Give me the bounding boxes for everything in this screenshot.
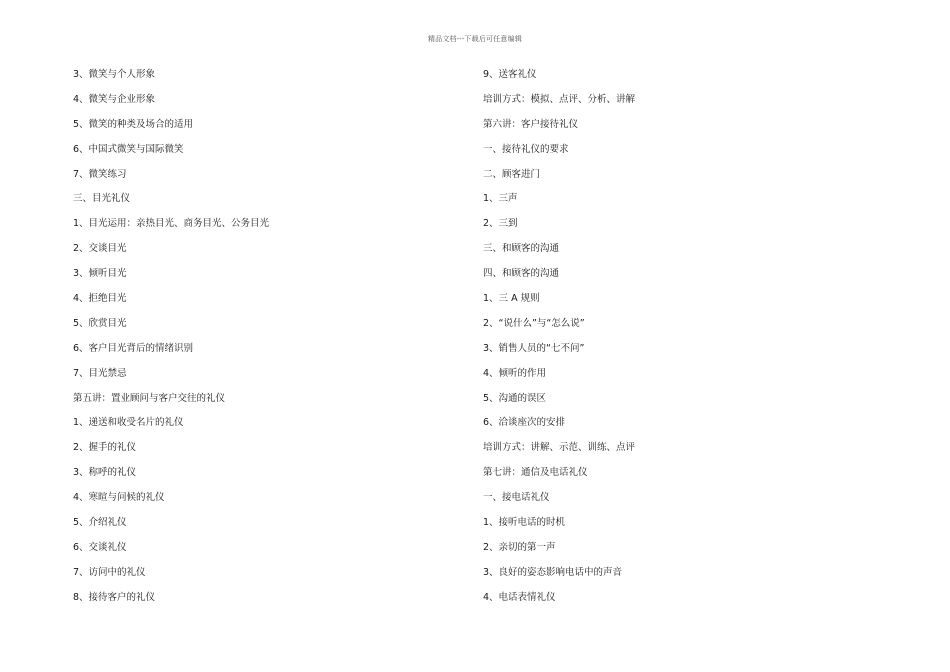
text-line: 4、倾听的作用 bbox=[483, 367, 547, 379]
section-heading: 三、和顾客的沟通 bbox=[483, 243, 560, 255]
text-line: 2、“说什么”与“怎么说” bbox=[483, 317, 585, 329]
text-line: 3、称呼的礼仪 bbox=[73, 467, 137, 479]
text-line: 7、微笑练习 bbox=[73, 168, 127, 180]
text-line: 3、良好的姿态影响电话中的声音 bbox=[483, 566, 623, 578]
section-heading: 二、顾客进门 bbox=[483, 168, 541, 180]
section-heading: 三、目光礼仪 bbox=[73, 193, 131, 205]
text-line: 2、亲切的第一声 bbox=[483, 541, 556, 553]
text-line: 7、访问中的礼仪 bbox=[73, 566, 146, 578]
training-method-line: 培训方式：讲解、示范、训练、点评 bbox=[483, 442, 636, 454]
text-line: 5、欣赏目光 bbox=[73, 317, 127, 329]
training-method-line: 培训方式：模拟、点评、分析、讲解 bbox=[483, 93, 636, 105]
section-heading: 一、接电话礼仪 bbox=[483, 492, 550, 504]
text-line: 5、微笑的种类及场合的适用 bbox=[73, 118, 194, 130]
text-line: 8、接待客户的礼仪 bbox=[73, 591, 156, 603]
text-line: 2、三到 bbox=[483, 218, 518, 230]
text-line: 3、微笑与个人形象 bbox=[73, 69, 156, 80]
text-line: 4、电话表情礼仪 bbox=[483, 591, 556, 603]
text-line: 5、沟通的误区 bbox=[483, 392, 547, 404]
lecture-heading: 第五讲：置业顾问与客户交往的礼仪 bbox=[73, 392, 226, 404]
right-column bbox=[483, 68, 883, 616]
text-line: 6、洽谈座次的安排 bbox=[483, 417, 566, 429]
section-heading: 四、和顾客的沟通 bbox=[483, 268, 560, 280]
lecture-heading: 第六讲：客户接待礼仪 bbox=[483, 118, 579, 130]
text-line: 4、拒绝目光 bbox=[73, 293, 127, 305]
text-line: 6、中国式微笑与国际微笑 bbox=[73, 143, 184, 155]
left-column bbox=[73, 68, 453, 616]
text-line: 3、销售人员的“七不问” bbox=[483, 342, 585, 354]
text-line: 2、握手的礼仪 bbox=[73, 442, 137, 454]
page-header: 精品文档---下载后可任意编辑 bbox=[427, 35, 523, 43]
text-line: 1、递送和收受名片的礼仪 bbox=[73, 417, 184, 429]
section-heading: 一、接待礼仪的要求 bbox=[483, 143, 569, 155]
text-line: 7、目光禁忌 bbox=[73, 367, 127, 379]
text-line: 4、寒暄与问候的礼仪 bbox=[73, 492, 165, 504]
text-line: 4、微笑与企业形象 bbox=[73, 93, 156, 105]
text-line: 6、交谈礼仪 bbox=[73, 541, 127, 553]
text-line: 1、三 A 规则 bbox=[483, 293, 540, 305]
text-line: 5、介绍礼仪 bbox=[73, 517, 127, 529]
lecture-heading: 第七讲：通信及电话礼仪 bbox=[483, 467, 588, 479]
text-line: 1、目光运用：亲热目光、商务目光、公务目光 bbox=[73, 218, 270, 230]
text-line: 3、倾听目光 bbox=[73, 268, 127, 280]
text-line: 2、交谈目光 bbox=[73, 243, 127, 255]
text-line: 6、客户目光背后的情绪识别 bbox=[73, 342, 194, 354]
text-line: 1、三声 bbox=[483, 193, 518, 205]
text-line: 9、送客礼仪 bbox=[483, 69, 537, 80]
text-line: 1、接听电话的时机 bbox=[483, 517, 566, 529]
